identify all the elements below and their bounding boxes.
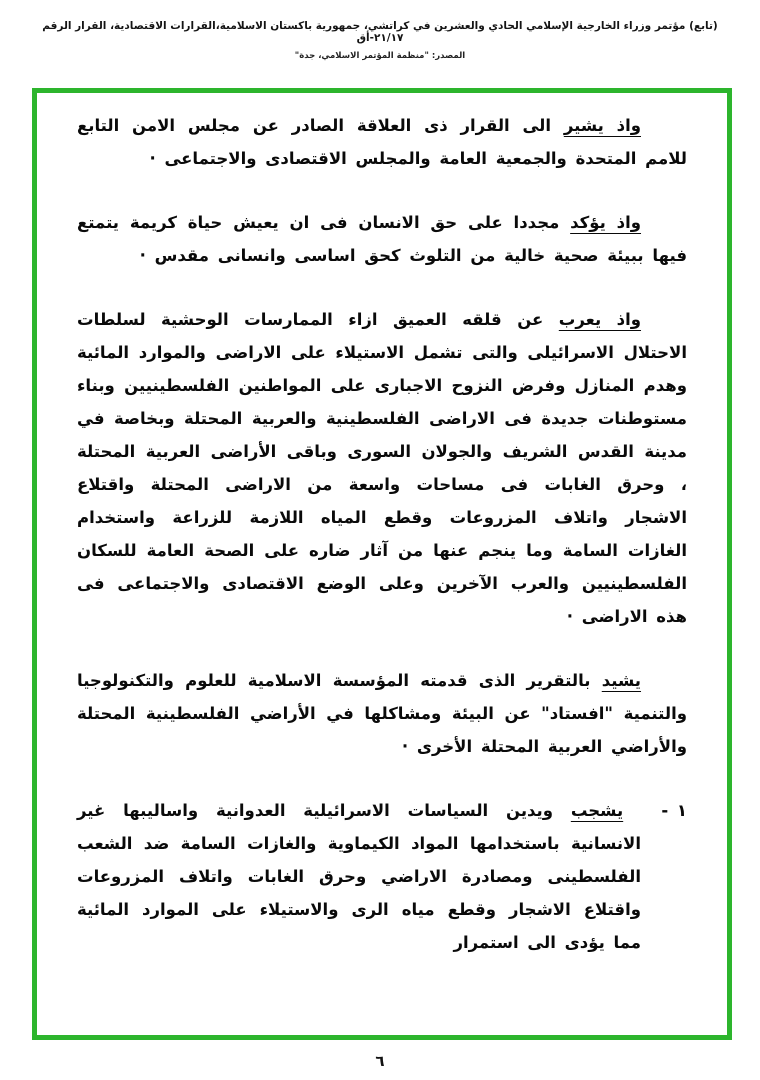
paragraph-lead: يشيد [601,671,642,690]
paragraph [77,206,687,272]
paragraph-lead: واذ يؤكد [570,213,642,232]
header-source-title: (تابع) مؤتمر وزراء الخارجية الإسلامي الحادي والعشرين في كراتشي، جمهورية باكستان الاسلامية،القرارات الاقتصادية، القرار الرقم ٢١/١٧-أق [42,20,718,44]
paragraph-text: بالتقرير الذى قدمته المؤسسة الاسلامية للعلوم والتكنولوجيا والتنمية "افستاد" عن البيئة ومشاكلها في الأراضي الفلسطينية المحتلة والأراضي العربية المحتلة الأخرى · [77,671,687,756]
paragraph-text: ويدين السياسات الاسرائيلية العدوانية واساليبها غير الانسانية باستخدامها المواد الكيماوية والغازات السامة ضد الشعب الفلسطينى ومصادرة الاراضي وحرق الغابات واتلاف المزروعات واقتلاع الاشجار وقطع مياه الرى والاستيلاء على الموارد المائية مما يؤدى الى استمرار [77,801,641,952]
page-header [0,20,760,61]
list-item-number: ١ - [661,801,687,820]
document-frame [32,88,732,1040]
header-source-line: المصدر: "منظمة المؤتمر الاسلامي، جدة" [294,51,466,61]
page-number: ٦ [375,1052,385,1070]
paragraph [77,664,687,763]
paragraph-lead: واذ يعرب [558,310,642,329]
numbered-paragraph [77,794,687,959]
paragraph-lead: واذ يشير [563,116,641,135]
paragraph-text: مجددا على حق الانسان فى ان يعيش حياة كريمة يتمتع فيها ببيئة صحية خالية من التلوث كحق اساسى وانسانى مقدس · [77,213,687,265]
paragraph [77,109,687,175]
paragraph-text: عن قلقه العميق ازاء الممارسات الوحشية لسلطات الاحتلال الاسرائيلى والتى تشمل الاستيلاء على الاراضى والموارد المائية وهدم المنازل وفرض النزوح الاجبارى على المواطنين الفلسطينيين وبناء مستوطنات جديدة فى الاراضى الفلسطينية والعربية المحتلة وبخاصة في مدينة القدس الشريف والجولان السورى وباقى الأراضى العربية المحتلة ، وحرق الغابات فى مساحات واسعة من الاراضى المحتلة واقتلاع الاشجار واتلاف المزروعات وقطع المياه اللازمة للزراعة واستخدام الغازات السامة وما ينجم عنها من آثار ضاره على الصحة العامة للسكان الفلسطينيين والعرب الآخرين وعلى الوضع الاقتصادى والاجتماعى فى هذه الاراضى · [77,310,687,626]
paragraph-lead: يشجب [570,801,624,820]
document-body [37,93,727,1035]
paragraph-text: الى القرار ذى العلاقة الصادر عن مجلس الامن التابع للامم المتحدة والجمعية العامة والمجلس الاقتصادى والاجتماعى · [77,116,687,168]
paragraph [77,303,687,633]
